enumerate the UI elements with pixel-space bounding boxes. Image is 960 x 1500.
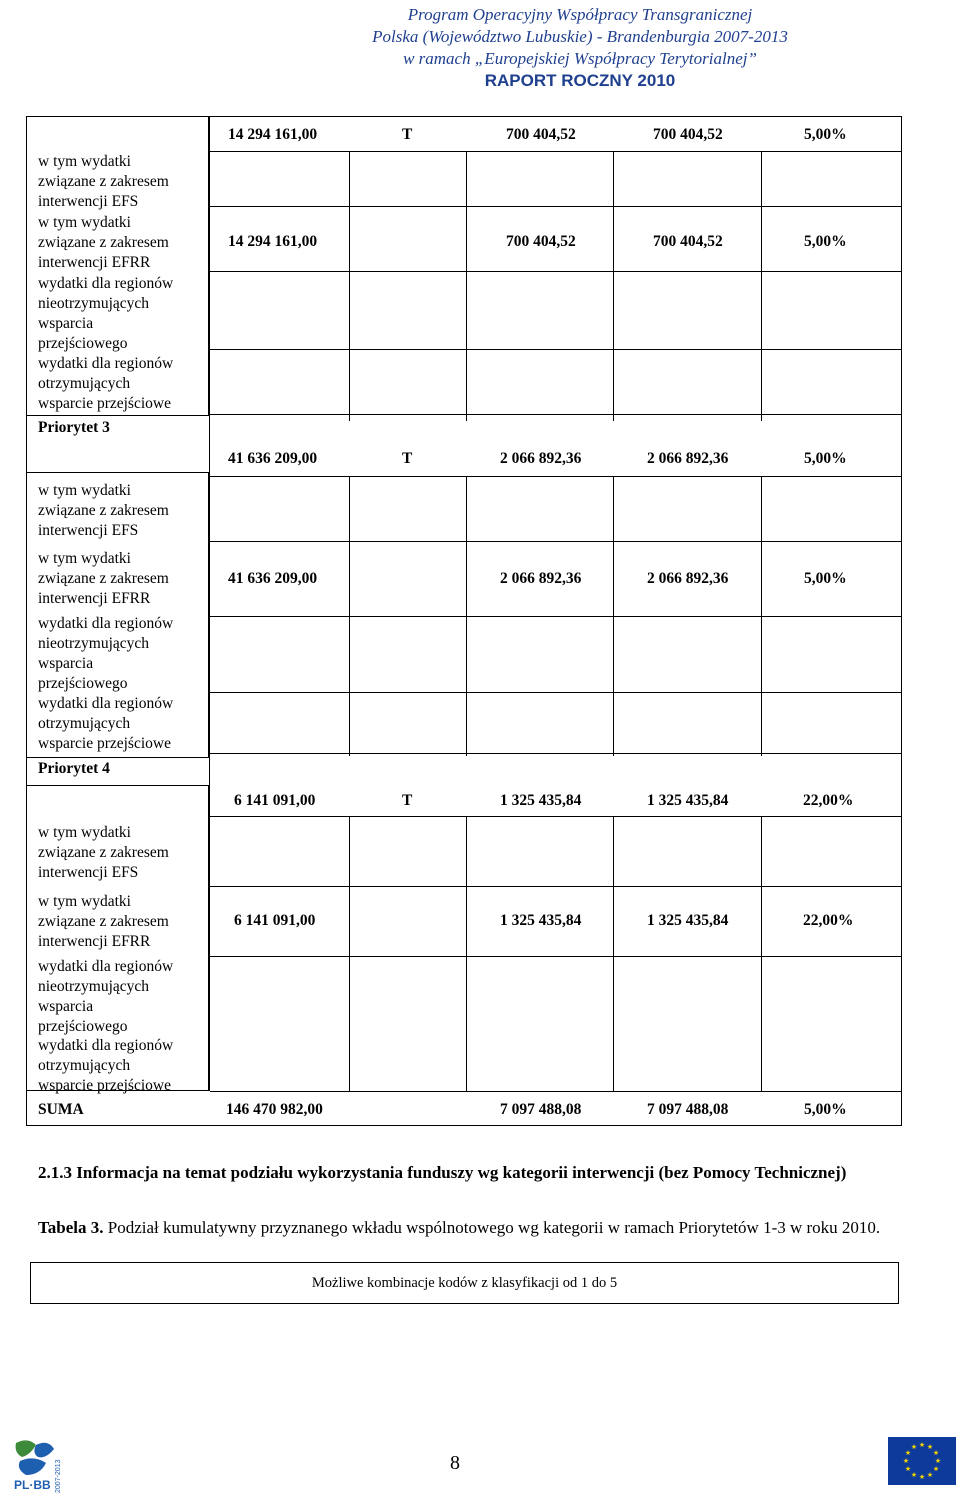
priority-3-efrr-value-2: 2 066 892,36 xyxy=(647,570,729,587)
sum-total: 146 470 982,00 xyxy=(226,1101,323,1118)
priority-3-percent: 5,00% xyxy=(804,450,847,467)
priority-4-efrr-percent: 22,00% xyxy=(803,912,854,929)
table-caption-label: Tabela 3. xyxy=(38,1218,104,1237)
priority-4-total: 6 141 091,00 xyxy=(234,792,316,809)
grid-line xyxy=(210,1091,902,1092)
label-not-receiving: wydatki dla regionów nieotrzymujących wsparcia przejściowego xyxy=(38,275,174,352)
eu-flag-logo xyxy=(888,1437,956,1485)
svg-text:★: ★ xyxy=(932,1465,940,1473)
svg-text:PL·BB: PL·BB xyxy=(14,1478,51,1492)
label-not-receiving: wydatki dla regionów nieotrzymujących wsparcia przejściowego xyxy=(38,615,174,692)
priority-3-flag: T xyxy=(402,450,413,467)
grid-column-line xyxy=(349,476,350,756)
document-header xyxy=(180,4,960,92)
label-not-receiving: wydatki dla regionów nieotrzymujących wsparcia przejściowego xyxy=(38,958,174,1035)
priority-3-efrr-value-1: 2 066 892,36 xyxy=(500,570,582,587)
grid-column-line xyxy=(613,151,614,421)
header-line-2: Polska (Województwo Lubuskie) - Brandenburgia 2007-2013 xyxy=(372,27,788,46)
plbb-logo xyxy=(10,1435,70,1495)
priority-4-value-1: 1 325 435,84 xyxy=(500,792,582,809)
svg-text:★: ★ xyxy=(904,1449,912,1457)
grid-line xyxy=(210,616,902,617)
label-efrr: w tym wydatki związane z zakresem interwencji EFRR xyxy=(38,893,169,950)
svg-text:★: ★ xyxy=(904,1465,912,1473)
grid-line xyxy=(210,151,902,152)
svg-text:★: ★ xyxy=(910,1443,918,1451)
header-line-1: Program Operacyjny Współpracy Transgranicznej xyxy=(407,5,753,24)
priority-2-efrr-total: 14 294 161,00 xyxy=(228,233,318,250)
priority-3-efrr-total: 41 636 209,00 xyxy=(228,570,318,587)
sum-value-1: 7 097 488,08 xyxy=(500,1101,582,1118)
grid-line xyxy=(210,271,902,272)
values-grid xyxy=(209,116,902,1091)
priority-4-efrr-value-1: 1 325 435,84 xyxy=(500,912,582,929)
priority-2-percent: 5,00% xyxy=(804,126,847,143)
grid-line xyxy=(210,886,902,887)
priority-2-value-1: 700 404,52 xyxy=(506,126,576,143)
section-heading: 2.1.3 Informacja na temat podziału wykorzystania funduszy wg kategorii interwencji (bez Pomocy Technicznej) xyxy=(38,1163,847,1182)
page-number: 8 xyxy=(450,1452,460,1474)
label-receiving: wydatki dla regionów otrzymujących wsparcie przejściowe xyxy=(38,355,174,412)
table-caption xyxy=(38,1217,898,1238)
grid-line xyxy=(210,206,902,207)
priority-4-flag: T xyxy=(402,792,413,809)
svg-text:★: ★ xyxy=(918,1473,926,1481)
priority-2-value-2: 700 404,52 xyxy=(653,126,723,143)
grid-column-line xyxy=(761,476,762,756)
grid-line xyxy=(210,956,902,957)
report-title: RAPORT ROCZNY 2010 xyxy=(484,71,676,90)
label-receiving: wydatki dla regionów otrzymujących wsparcie przejściowe xyxy=(38,1037,174,1094)
header-line-3: w ramach „Europejskiej Współpracy Terytorialnej” xyxy=(403,49,757,68)
grid-column-line xyxy=(349,151,350,421)
grid-column-line xyxy=(349,816,350,1091)
priority-4-efrr-total: 6 141 091,00 xyxy=(234,912,316,929)
priority-2-efrr-value-1: 700 404,52 xyxy=(506,233,576,250)
grid-line xyxy=(210,692,902,693)
grid-column-line xyxy=(466,816,467,1091)
grid-column-line xyxy=(613,476,614,756)
priority-3-efrr-percent: 5,00% xyxy=(804,570,847,587)
sum-percent: 5,00% xyxy=(804,1101,847,1118)
priority-3-total: 41 636 209,00 xyxy=(228,450,318,467)
grid-line xyxy=(210,476,902,477)
svg-text:★: ★ xyxy=(932,1449,940,1457)
priority-4-percent: 22,00% xyxy=(803,792,854,809)
grid-line xyxy=(210,414,902,415)
svg-text:★: ★ xyxy=(934,1457,942,1465)
grid-column-line xyxy=(761,151,762,421)
svg-text:★: ★ xyxy=(910,1471,918,1479)
sum-label: SUMA xyxy=(38,1101,84,1118)
grid-line xyxy=(210,816,902,817)
table-caption-text: Podział kumulatywny przyznanego wkładu wspólnotowego wg kategorii w ramach Priorytetów 1-3 w roku 2010. xyxy=(103,1218,881,1237)
label-efrr: w tym wydatki związane z zakresem interwencji EFRR xyxy=(38,214,169,271)
grid-line xyxy=(210,349,902,350)
sum-value-2: 7 097 488,08 xyxy=(647,1101,729,1118)
grid-line xyxy=(210,541,902,542)
svg-text:★: ★ xyxy=(918,1441,926,1449)
svg-text:★: ★ xyxy=(926,1443,934,1451)
grid-column-line xyxy=(466,151,467,421)
svg-text:★: ★ xyxy=(926,1471,934,1479)
svg-text:2007-2013: 2007-2013 xyxy=(55,1459,62,1493)
priority-2-flag: T xyxy=(402,126,413,143)
grid-line xyxy=(210,753,902,754)
priority-4-title: Priorytet 4 xyxy=(38,760,110,777)
label-efs: w tym wydatki związane z zakresem interwencji EFS xyxy=(38,153,169,210)
priority-2-efrr-percent: 5,00% xyxy=(804,233,847,250)
label-efs: w tym wydatki związane z zakresem interwencji EFS xyxy=(38,824,169,881)
priority-2-efrr-value-2: 700 404,52 xyxy=(653,233,723,250)
priority-3-title: Priorytet 3 xyxy=(38,419,110,436)
label-receiving: wydatki dla regionów otrzymujących wsparcie przejściowe xyxy=(38,695,174,752)
priority-4-efrr-value-2: 1 325 435,84 xyxy=(647,912,729,929)
code-combinations-box: Możliwe kombinacje kodów z klasyfikacji od 1 do 5 xyxy=(30,1262,899,1304)
label-efrr: w tym wydatki związane z zakresem interwencji EFRR xyxy=(38,550,169,607)
svg-text:★: ★ xyxy=(902,1457,910,1465)
priority-3-value-2: 2 066 892,36 xyxy=(647,450,729,467)
label-efs: w tym wydatki związane z zakresem interwencji EFS xyxy=(38,482,169,539)
priority-3-value-1: 2 066 892,36 xyxy=(500,450,582,467)
priority-2-total: 14 294 161,00 xyxy=(228,126,318,143)
grid-column-line xyxy=(761,816,762,1091)
grid-column-line xyxy=(466,476,467,756)
grid-column-line xyxy=(613,816,614,1091)
priority-4-value-2: 1 325 435,84 xyxy=(647,792,729,809)
